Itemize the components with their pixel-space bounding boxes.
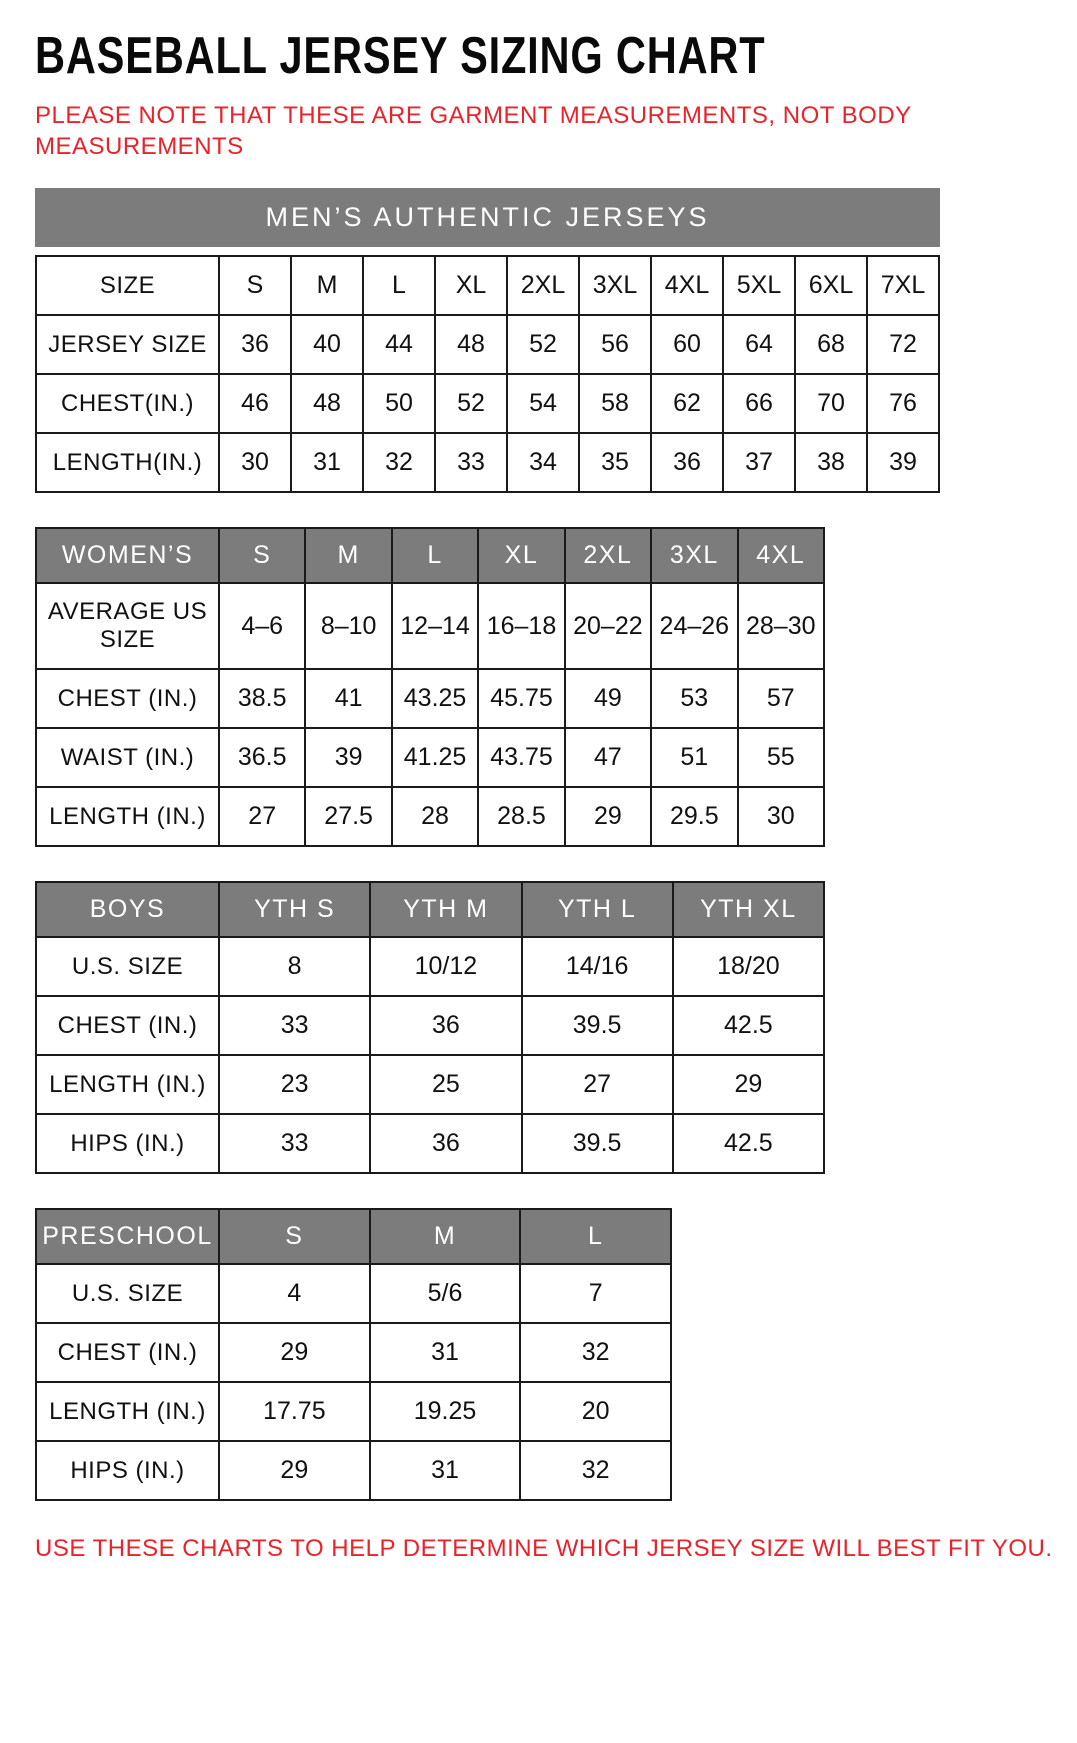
value-cell: 5/6 — [370, 1264, 521, 1323]
value-cell: 35 — [579, 433, 651, 492]
value-cell: 36 — [651, 433, 723, 492]
value-cell: 33 — [219, 996, 370, 1055]
value-cell: 50 — [363, 374, 435, 433]
value-cell: 2XL — [507, 256, 579, 315]
value-cell: 48 — [291, 374, 363, 433]
womens-jerseys-section — [35, 527, 1042, 847]
column-header-cell: YTH L — [522, 882, 673, 937]
row-label: CHEST (IN.) — [36, 996, 219, 1055]
value-cell: 8–10 — [305, 583, 391, 669]
value-cell: 31 — [291, 433, 363, 492]
value-cell: 52 — [507, 315, 579, 374]
table-row — [36, 1055, 824, 1114]
preschool-jerseys-section — [35, 1208, 1042, 1501]
table-header-label: WOMEN’S — [36, 528, 219, 583]
table-row — [36, 433, 939, 492]
value-cell: 49 — [565, 669, 651, 728]
row-label: SIZE — [36, 256, 219, 315]
value-cell: 66 — [723, 374, 795, 433]
value-cell: 30 — [219, 433, 291, 492]
table-row — [36, 374, 939, 433]
table-row — [36, 1264, 671, 1323]
table-row — [36, 1382, 671, 1441]
row-label: CHEST (IN.) — [36, 1323, 219, 1382]
value-cell: 32 — [363, 433, 435, 492]
table-row — [36, 256, 939, 315]
row-label: CHEST (IN.) — [36, 669, 219, 728]
value-cell: 29.5 — [651, 787, 737, 846]
value-cell: 31 — [370, 1441, 521, 1500]
value-cell: 29 — [565, 787, 651, 846]
value-cell: 28.5 — [478, 787, 564, 846]
row-label: LENGTH (IN.) — [36, 1055, 219, 1114]
value-cell: 28–30 — [738, 583, 824, 669]
value-cell: 68 — [795, 315, 867, 374]
value-cell: 32 — [520, 1323, 671, 1382]
value-cell: 31 — [370, 1323, 521, 1382]
value-cell: 51 — [651, 728, 737, 787]
garment-measurement-note: PLEASE NOTE THAT THESE ARE GARMENT MEASUREMENTS, NOT BODY MEASUREMENTS — [35, 102, 912, 161]
table-row — [36, 315, 939, 374]
value-cell: 28 — [392, 787, 478, 846]
value-cell: 27 — [219, 787, 305, 846]
column-header-cell: M — [370, 1209, 521, 1264]
table-header-label: BOYS — [36, 882, 219, 937]
column-header-cell: 3XL — [651, 528, 737, 583]
value-cell: 76 — [867, 374, 939, 433]
value-cell: 36.5 — [219, 728, 305, 787]
value-cell: 24–26 — [651, 583, 737, 669]
column-header-cell: YTH XL — [673, 882, 824, 937]
value-cell: 39.5 — [522, 1114, 673, 1173]
value-cell: 29 — [219, 1441, 370, 1500]
row-label: CHEST(IN.) — [36, 374, 219, 433]
boys-jerseys-section — [35, 881, 1042, 1174]
value-cell: 36 — [219, 315, 291, 374]
value-cell: 36 — [370, 1114, 521, 1173]
row-label: WAIST (IN.) — [36, 728, 219, 787]
value-cell: 33 — [435, 433, 507, 492]
value-cell: 32 — [520, 1441, 671, 1500]
value-cell: 42.5 — [673, 1114, 824, 1173]
value-cell: 53 — [651, 669, 737, 728]
table-header-label: PRESCHOOL — [36, 1209, 219, 1264]
value-cell: 55 — [738, 728, 824, 787]
table-header-row — [36, 882, 824, 937]
value-cell: XL — [435, 256, 507, 315]
value-cell: 5XL — [723, 256, 795, 315]
value-cell: 40 — [291, 315, 363, 374]
value-cell: 8 — [219, 937, 370, 996]
row-label: U.S. SIZE — [36, 937, 219, 996]
value-cell: 72 — [867, 315, 939, 374]
value-cell: 25 — [370, 1055, 521, 1114]
value-cell: 30 — [738, 787, 824, 846]
column-header-cell: L — [392, 528, 478, 583]
value-cell: 38 — [795, 433, 867, 492]
value-cell: 7XL — [867, 256, 939, 315]
table-row — [36, 728, 824, 787]
row-label: HIPS (IN.) — [36, 1441, 219, 1500]
value-cell: 6XL — [795, 256, 867, 315]
value-cell: 42.5 — [673, 996, 824, 1055]
column-header-cell: YTH M — [370, 882, 521, 937]
table-row — [36, 1323, 671, 1382]
table-row — [36, 583, 824, 669]
column-header-cell: L — [520, 1209, 671, 1264]
value-cell: 4 — [219, 1264, 370, 1323]
value-cell: 39 — [305, 728, 391, 787]
value-cell: 10/12 — [370, 937, 521, 996]
column-header-cell: 4XL — [738, 528, 824, 583]
value-cell: 37 — [723, 433, 795, 492]
row-label: LENGTH (IN.) — [36, 1382, 219, 1441]
value-cell: 54 — [507, 374, 579, 433]
value-cell: 57 — [738, 669, 824, 728]
value-cell: 16–18 — [478, 583, 564, 669]
value-cell: 45.75 — [478, 669, 564, 728]
row-label: U.S. SIZE — [36, 1264, 219, 1323]
mens-table-title: MEN’S AUTHENTIC JERSEYS — [35, 188, 940, 247]
table-row — [36, 1441, 671, 1500]
value-cell: 62 — [651, 374, 723, 433]
value-cell: 43.75 — [478, 728, 564, 787]
value-cell: 64 — [723, 315, 795, 374]
table-row — [36, 937, 824, 996]
value-cell: 46 — [219, 374, 291, 433]
value-cell: L — [363, 256, 435, 315]
value-cell: 38.5 — [219, 669, 305, 728]
preschool-size-table — [35, 1208, 672, 1501]
fit-advice-footer: USE THESE CHARTS TO HELP DETERMINE WHICH JERSEY SIZE WILL BEST FIT YOU. — [35, 1535, 1053, 1563]
value-cell: 44 — [363, 315, 435, 374]
value-cell: 19.25 — [370, 1382, 521, 1441]
mens-size-table — [35, 255, 940, 493]
value-cell: 56 — [579, 315, 651, 374]
value-cell: 12–14 — [392, 583, 478, 669]
mens-jerseys-section — [35, 188, 1042, 493]
value-cell: 4–6 — [219, 583, 305, 669]
value-cell: 34 — [507, 433, 579, 492]
row-label: LENGTH(IN.) — [36, 433, 219, 492]
value-cell: 17.75 — [219, 1382, 370, 1441]
column-header-cell: 2XL — [565, 528, 651, 583]
value-cell: 39.5 — [522, 996, 673, 1055]
value-cell: 43.25 — [392, 669, 478, 728]
column-header-cell: S — [219, 1209, 370, 1264]
row-label: JERSEY SIZE — [36, 315, 219, 374]
table-row — [36, 1114, 824, 1173]
value-cell: M — [291, 256, 363, 315]
value-cell: 29 — [219, 1323, 370, 1382]
value-cell: 33 — [219, 1114, 370, 1173]
value-cell: 7 — [520, 1264, 671, 1323]
value-cell: 4XL — [651, 256, 723, 315]
value-cell: 48 — [435, 315, 507, 374]
table-row — [36, 996, 824, 1055]
value-cell: 70 — [795, 374, 867, 433]
value-cell: 27.5 — [305, 787, 391, 846]
table-row — [36, 787, 824, 846]
womens-size-table — [35, 527, 825, 847]
value-cell: 23 — [219, 1055, 370, 1114]
table-header-row — [36, 528, 824, 583]
value-cell: 36 — [370, 996, 521, 1055]
row-label: HIPS (IN.) — [36, 1114, 219, 1173]
row-label: LENGTH (IN.) — [36, 787, 219, 846]
value-cell: 41 — [305, 669, 391, 728]
value-cell: 20 — [520, 1382, 671, 1441]
table-header-row — [36, 1209, 671, 1264]
value-cell: 41.25 — [392, 728, 478, 787]
value-cell: 29 — [673, 1055, 824, 1114]
value-cell: 39 — [867, 433, 939, 492]
value-cell: 52 — [435, 374, 507, 433]
boys-size-table — [35, 881, 825, 1174]
row-label: AVERAGE US SIZE — [36, 583, 219, 669]
column-header-cell: S — [219, 528, 305, 583]
column-header-cell: M — [305, 528, 391, 583]
value-cell: S — [219, 256, 291, 315]
column-header-cell: XL — [478, 528, 564, 583]
value-cell: 47 — [565, 728, 651, 787]
value-cell: 20–22 — [565, 583, 651, 669]
table-row — [36, 669, 824, 728]
value-cell: 14/16 — [522, 937, 673, 996]
value-cell: 27 — [522, 1055, 673, 1114]
value-cell: 3XL — [579, 256, 651, 315]
value-cell: 18/20 — [673, 937, 824, 996]
value-cell: 60 — [651, 315, 723, 374]
value-cell: 58 — [579, 374, 651, 433]
page-title: BASEBALL JERSEY SIZING CHART — [35, 27, 766, 85]
column-header-cell: YTH S — [219, 882, 370, 937]
